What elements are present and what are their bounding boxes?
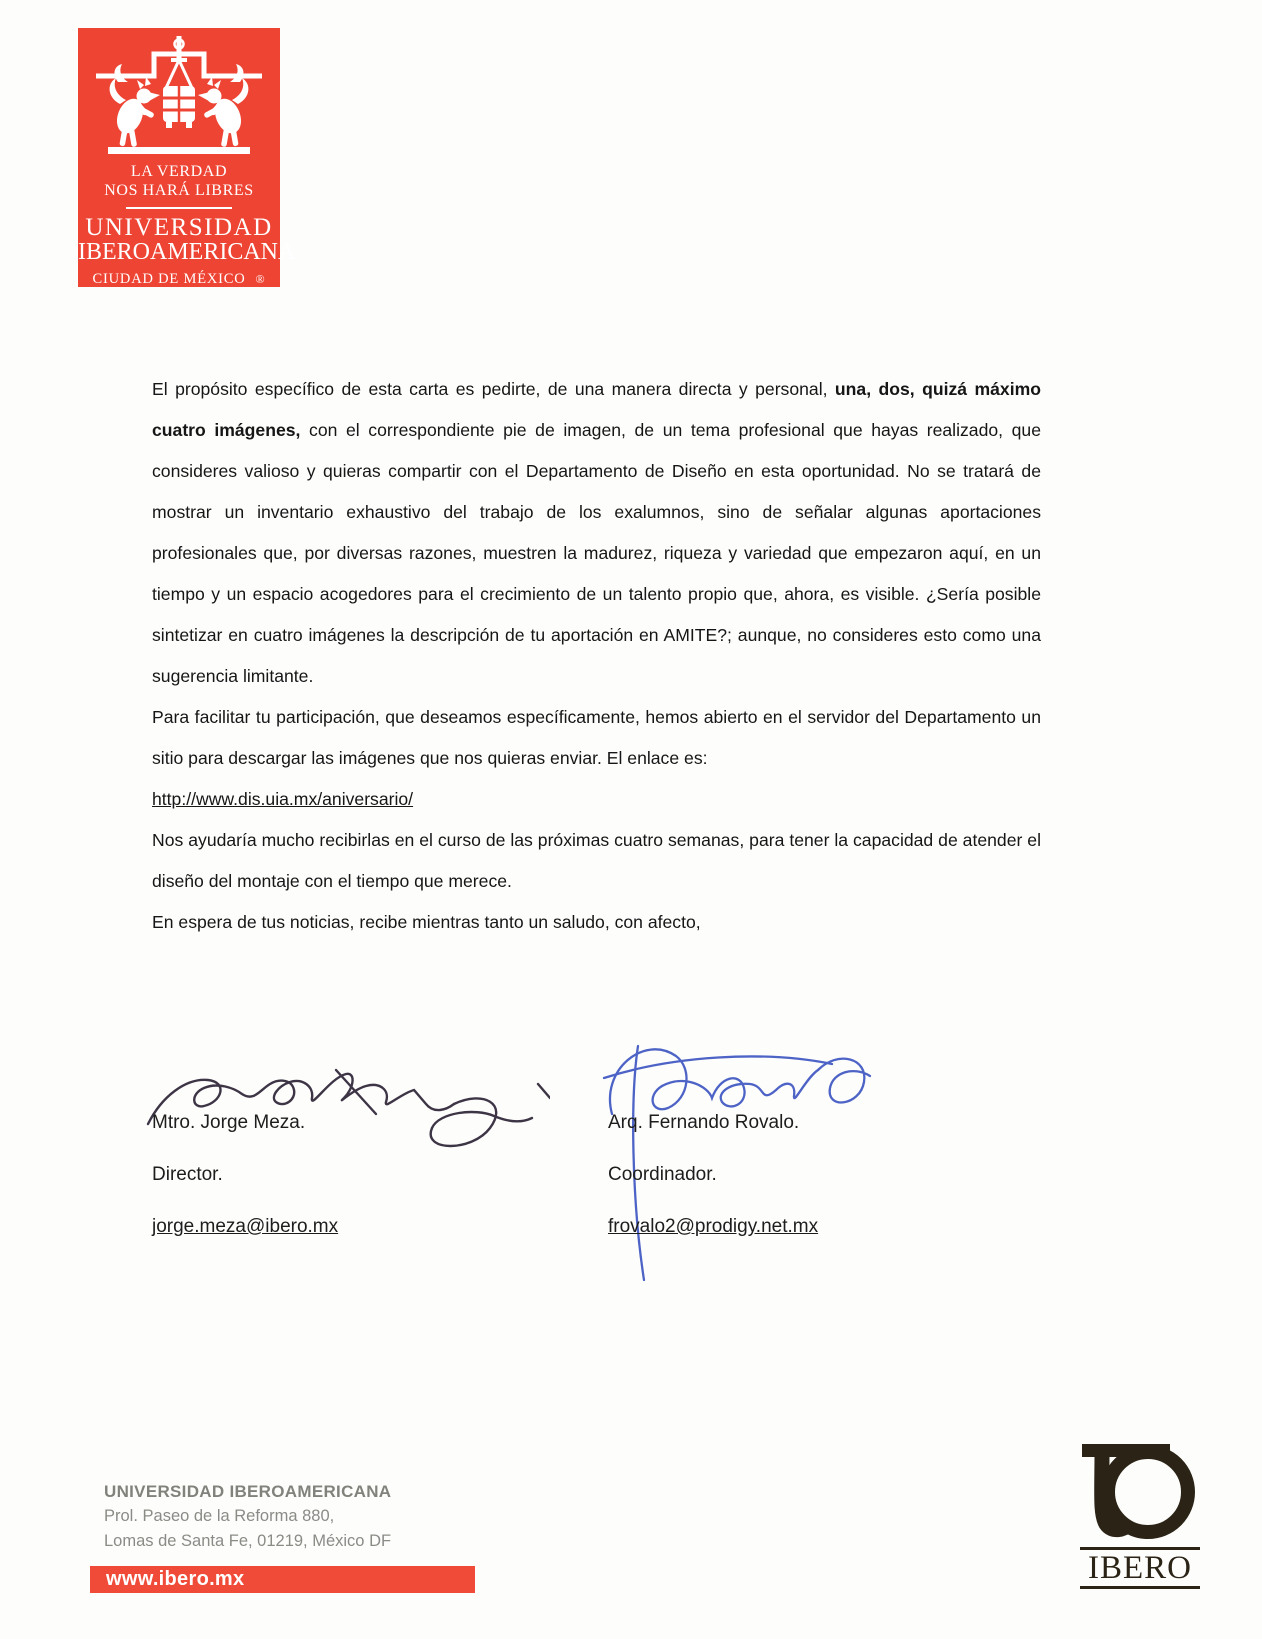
letter-body: [152, 369, 1041, 943]
signatory-name: Arq. Fernando Rovalo.: [608, 1112, 800, 1133]
footer-address: [104, 1479, 391, 1554]
ibero-wordmark: IBERO: [1088, 1550, 1192, 1586]
letter-text: En espera de tus noticias, recibe mientras tanto un saludo, con afecto,: [152, 912, 701, 932]
university-name-line1: UNIVERSIDAD: [85, 214, 273, 241]
letter-paragraph: [152, 697, 1041, 779]
website-bar[interactable]: [90, 1566, 475, 1593]
letter-paragraph: [152, 820, 1041, 902]
university-city-line: CIUDAD DE MÉXICO ®: [92, 271, 266, 287]
letter-paragraph: [152, 369, 1041, 697]
signatory-email[interactable]: frovalo2@prodigy.net.mx: [608, 1216, 819, 1237]
logo-divider: [126, 207, 232, 209]
footer-address-line2: Lomas de Santa Fe, 01219, México DF: [104, 1532, 392, 1550]
university-name-line2: IBEROAMERICANA: [78, 239, 296, 265]
university-logo-block: [78, 28, 296, 287]
letter-text: una, dos, quizá máximo cuatro imágenes,: [152, 379, 1041, 440]
letter-paragraph: [152, 902, 1041, 943]
ibero-rule-bottom: [1080, 1586, 1200, 1589]
signatory-email[interactable]: jorge.meza@ibero.mx: [152, 1216, 339, 1237]
letter-paragraph: [152, 779, 1041, 820]
signatory-title: Coordinador.: [608, 1164, 717, 1185]
registered-trademark: ®: [255, 272, 266, 286]
signatory-block-right: [608, 1112, 1028, 1268]
letter-text: El propósito específico de esta carta es pedirte, de una manera directa y personal,: [152, 379, 835, 399]
loyola-crest-icon: [78, 28, 280, 160]
ibero-70-mark-icon: [1080, 1440, 1200, 1542]
letter-text: Para facilitar tu participación, que deseamos específicamente, hemos abierto en el servidor del Departamento un sitio para descargar las imágenes que nos quieras enviar. El enlace es:: [152, 707, 1041, 768]
footer-address-line1: Prol. Paseo de la Reforma 880,: [104, 1507, 335, 1525]
website-url[interactable]: www.ibero.mx: [106, 1568, 245, 1590]
letter-link[interactable]: http://www.dis.uia.mx/aniversario/: [152, 789, 414, 809]
signatory-name: Mtro. Jorge Meza.: [152, 1112, 306, 1133]
signatory-block-left: [152, 1112, 572, 1268]
university-motto: LA VERDAD NOS HARÁ LIBRES: [104, 163, 254, 199]
letter-text: Nos ayudaría mucho recibirlas en el curso de las próximas cuatro semanas, para tener la capacidad de atender el diseño del montaje con el tiempo que merece.: [152, 830, 1041, 891]
ibero-anniversary-logo: [1080, 1440, 1200, 1589]
signatory-title: Director.: [152, 1164, 223, 1185]
letter-text: con el correspondiente pie de imagen, de un tema profesional que hayas realizado, que consideres valioso y quieras compartir con el Departamento de Diseño en esta oportunidad. No se tratará de mostrar un inventario exhaustivo del trabajo de los exalumnos, sino de señalar algunas aportaciones profesionales que, por diversas razones, muestren la madurez, riqueza y variedad que empezaron aquí, en un tiempo y un espacio acogedores para el crecimiento de un talento propio que, ahora, es visible. ¿Sería posible sintetizar en cuatro imágenes la descripción de tu aportación en AMITE?; aunque, no consideres esto como una sugerencia limitante.: [152, 420, 1041, 686]
footer-university-name: UNIVERSIDAD IBEROAMERICANA: [104, 1482, 392, 1501]
